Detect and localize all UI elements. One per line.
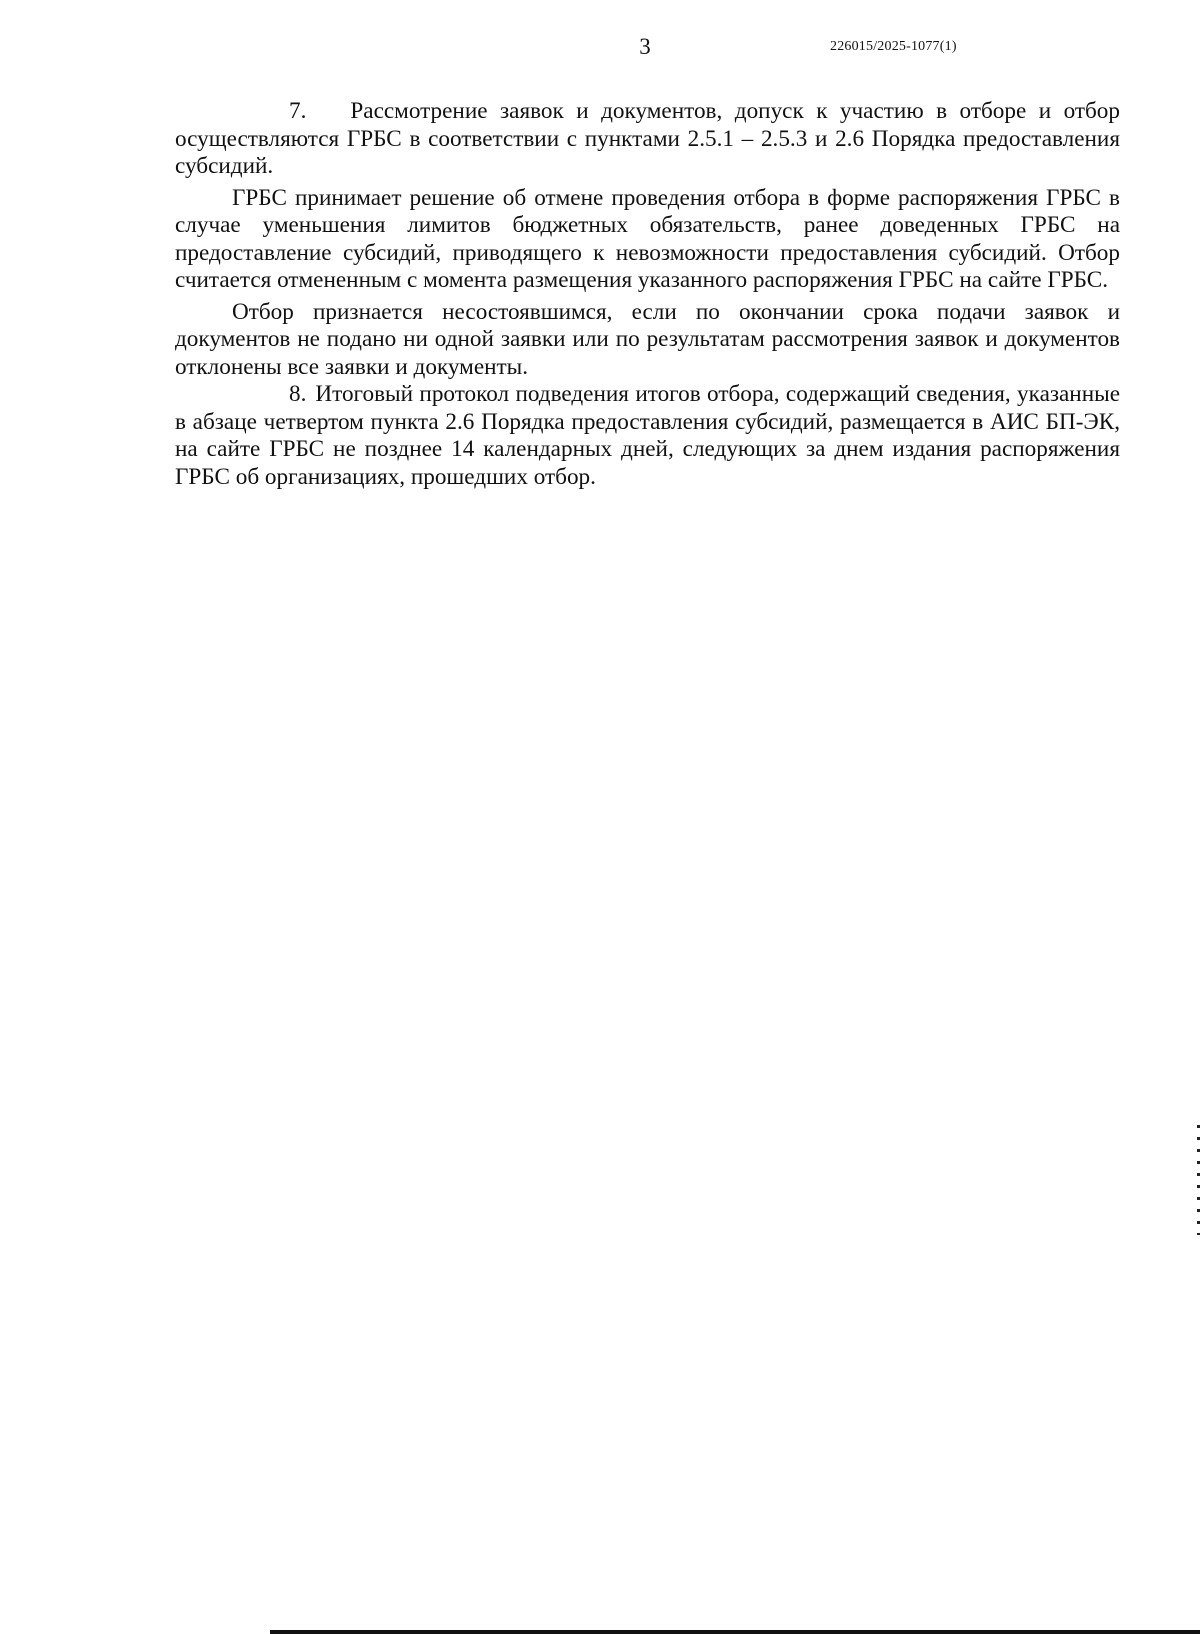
paragraph-cancellation (175, 185, 1120, 295)
scan-bottom-edge (270, 1630, 1200, 1634)
paragraph-number: 8. (289, 381, 307, 407)
paragraph-7 (175, 98, 1120, 181)
paragraph-number: 7. (289, 98, 307, 124)
paragraph-failed-selection (175, 299, 1120, 382)
document-body (175, 98, 1120, 495)
page-number: 3 (639, 34, 651, 59)
paragraph-text: Итоговый протокол подведения итогов отбора, содержащий сведения, указанные в абзаце четвертом пункта 2.6 Порядка предоставления субсидий, размещается в АИС БП-ЭК, на сайте ГРБС не позднее 14 календарных дней, следующих за днем издания распоряжения ГРБС об организациях, прошедших отбор. (175, 381, 1120, 490)
paragraph-text: Отбор признается несостоявшимся, если по окончании срока подачи заявок и документов не подано ни одной заявки или по результатам рассмотрения заявок и документов отклонены все заявки и документы. (175, 298, 1120, 380)
document-reference-number: 226015/2025-1077(1) (830, 39, 957, 54)
paragraph-text: Рассмотрение заявок и документов, допуск к участию в отборе и отбор осуществляются ГРБС в соответствии с пунктами 2.5.1 – 2.5.3 и 2.6 Порядка предоставления субсидий. (175, 98, 1120, 179)
paragraph-8 (175, 381, 1120, 491)
paragraph-text: ГРБС принимает решение об отмене проведения отбора в форме распоряжения ГРБС в случае уменьшения лимитов бюджетных обязательств, ранее доведенных ГРБС на предоставление субсидий, приводящего к невозможности предоставления субсидий. Отбор считается отмененным с момента размещения указанного распоряжения ГРБС на сайте ГРБС. (175, 184, 1120, 293)
